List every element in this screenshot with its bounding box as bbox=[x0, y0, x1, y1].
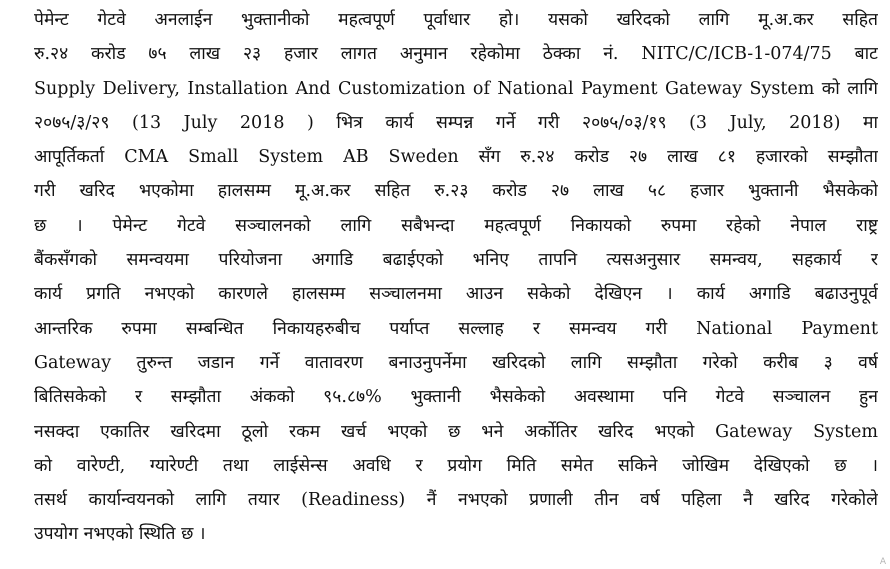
paragraph-line: गरी खरिद भएकोमा हालसम्म मू.अ.कर सहित रु.२३ करोड २७ लाख ५८ हजार भुक्तानी भैसकेको bbox=[34, 181, 878, 202]
paragraph-line: Gateway तुरुन्त जडान गर्ने वातावरण बनाउनुपर्नेमा खरिदको लागि सम्झौता गरेको करीब ३ वर्ष bbox=[34, 352, 878, 373]
paragraph-line: को वारेण्टी, ग्यारेण्टी तथा लाईसेन्स अवधि र प्रयोग मिति समेत सकिने जोखिम देखिएको छ । bbox=[34, 455, 878, 476]
paragraph-line: २०७५/३/२९ (13 July 2018 ) भित्र कार्य सम्पन्न गर्ने गरी २०७५/०३/१९ (3 July, 2018) मा bbox=[34, 112, 878, 133]
paragraph-line-last: उपयोग नभएको स्थिति छ । bbox=[34, 524, 206, 545]
paragraph-line: तसर्थ कार्यान्वयनको लागि तयार (Readiness) नैं नभएको प्रणाली तीन वर्ष पहिला नै खरिद गरेकोले bbox=[34, 490, 878, 511]
paragraph-line: बैंकसँगको समन्वयमा परियोजना अगाडि बढाईएको भनिए तापनि त्यसअनुसार समन्वय, सहकार्य र bbox=[34, 250, 878, 271]
paragraph-line: पेमेन्ट गेटवे अनलाईन भुक्तानीको महत्वपूर्ण पूर्वाधार हो। यसको खरिदको लागि मू.अ.कर सहित bbox=[34, 10, 878, 30]
paragraph-line: छ । पेमेन्ट गेटवे सञ्चालनको लागि सबैभन्दा महत्वपूर्ण निकायको रुपमा रहेको नेपाल राष्ट्र bbox=[34, 215, 878, 236]
paragraph-line: बितिसकेको र सम्झौता अंकको ९५.८७% भुक्तानी भैसकेको अवस्थामा पनि गेटवे सञ्चालन हुन bbox=[34, 387, 878, 408]
paragraph-line: आन्तरिक रुपमा सम्बन्धित निकायहरुबीच पर्याप्त सल्लाह र समन्वय गरी National Payment bbox=[34, 318, 878, 339]
body-paragraph bbox=[34, 3, 878, 552]
paragraph-line: आपूर्तिकर्ता CMA Small System AB Sweden सँग रु.२४ करोड २७ लाख ८१ हजारको सम्झौता bbox=[34, 147, 878, 168]
paragraph-line: Supply Delivery, Installation And Customization of National Payment Gateway System को लागि bbox=[34, 78, 878, 99]
corner-mark: A bbox=[879, 557, 886, 567]
paragraph-line: नसक्दा एकातिर खरिदमा ठूलो रकम खर्च भएको छ भने अर्कोतिर खरिद भएको Gateway System bbox=[34, 421, 878, 442]
paragraph-line: कार्य प्रगति नभएको कारणले हालसम्म सञ्चालनमा आउन सकेको देखिएन । कार्य अगाडि बढाउनुपूर्व bbox=[34, 284, 878, 305]
paragraph-line: रु.२४ करोड ७५ लाख २३ हजार लागत अनुमान रहेकोमा ठेक्का नं. NITC/C/ICB-1-074/75 बाट bbox=[34, 44, 878, 65]
